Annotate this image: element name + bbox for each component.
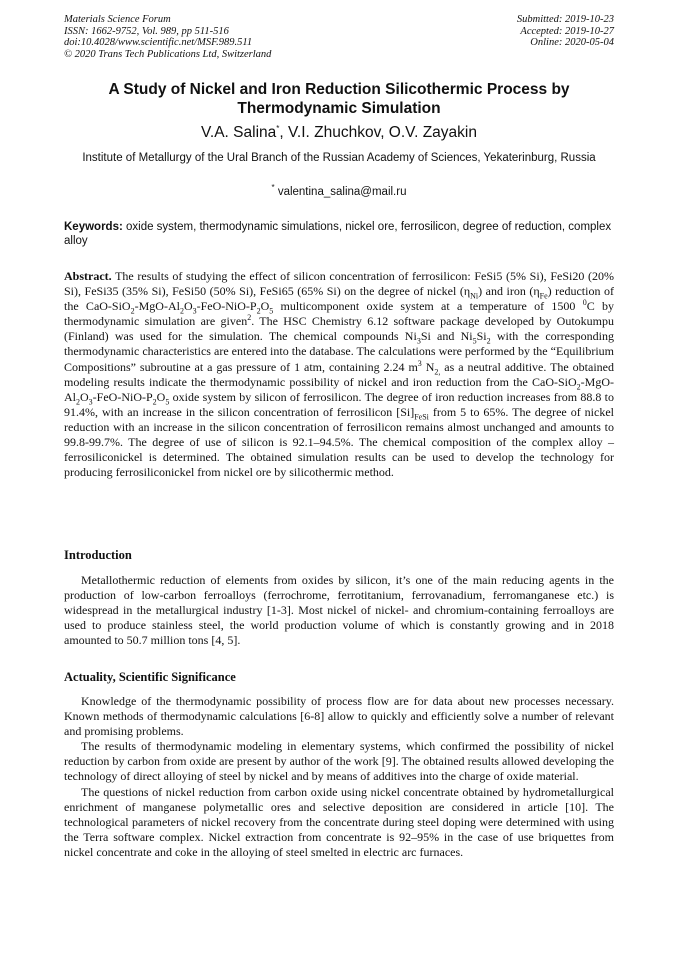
subscript: 5	[472, 336, 477, 346]
subscript: Fe	[539, 291, 548, 301]
subscript: 2	[486, 336, 491, 346]
subscript: 3	[88, 397, 93, 407]
superscript: 0	[582, 298, 587, 308]
subscript: 3	[416, 336, 421, 346]
abstract-text: The results of studying the effect of silicon concentration of ferrosilicon: FeSi5 (5% Si), FeSi20 (20% Si), FeSi35 (35% Si), FeSi50 (50% Si), FeSi65 (65% Si) on the degree of nickel (η	[64, 269, 614, 299]
abstract-text: Si and Ni	[420, 329, 473, 344]
subscript: 5	[165, 397, 170, 407]
abstract-text: ) reduction of the CaO-SiO	[64, 284, 614, 314]
abstract-text: C by thermodynamic simulation are given	[64, 299, 614, 329]
subscript: 5	[269, 306, 274, 316]
abstract-text: O	[80, 389, 89, 404]
submitted-date: Submitted: 2019-10-23	[516, 14, 614, 25]
superscript: 2	[247, 313, 252, 323]
email-address[interactable]: valentina_salina@mail.ru	[274, 186, 407, 198]
journal-doi[interactable]: doi:10.4028/www.scientific.net/MSF.989.511	[64, 37, 253, 48]
abstract-text: O	[183, 299, 193, 314]
keywords	[64, 220, 614, 248]
abstract-text: -MgO-Al	[64, 374, 614, 404]
keywords-text: oxide system, thermodynamic simulations, nickel ore, ferrosilicon, degree of reduction, complex alloy	[64, 221, 612, 247]
subscript: 3	[192, 306, 197, 316]
abstract-text: O	[260, 299, 270, 314]
subscript: 2	[179, 306, 184, 316]
paper-title	[40, 80, 638, 118]
abstract-text: . The HSC Chemistry 6.12 software package developed by Outokumpu (Finland) was used for the simulation. The chemical compounds Ni	[64, 314, 614, 344]
actuality-paragraph-3: The questions of nickel reduction from carbon oxide using nickel concentrate obtained by hydrometallurgical enrichment of manganese polymetallic ores and selective deposition are considered in article [10]. The technological parameters of nickel recovery from the concentrate during steel doping were determined with using the Terra software complex. Nickel extraction from concentrate is 92–95% in the case of use briquettes from nickel concentrate and coke in the alloying of steel smelted in electric arc furnaces.	[64, 784, 614, 859]
introduction-paragraph: Metallothermic reduction of elements from oxides by silicon, it’s one of the main reducing agents in the production of low-carbon ferroalloys (ferrochrome, ferrotitanium, ferrovanadium, ferromanganese etc.) is widespread in the metallurgical industry [1-3]. Most nickel of nickel- and chromium-containing ferroalloys are used to produce stainless steel, the world production volume of which is constantly growing and in 2018 amounted to 50.7 million tons [4, 5].	[64, 573, 614, 648]
actuality-paragraph-2: The results of thermodynamic modeling in elementary systems, which confirmed the possibility of nickel reduction by carbon from oxide are present by author of the work [9]. The obtained results allowed developing the technology of direct alloying of steel by nickel and by means of additives into the charge of oxide material.	[64, 739, 614, 784]
abstract-text: -FeO-NiO-P	[196, 299, 257, 314]
journal-header	[64, 14, 271, 60]
superscript: 3	[417, 358, 422, 368]
subscript: 2	[576, 382, 581, 392]
abstract-text: N	[421, 359, 435, 374]
journal-name: Materials Science Forum	[64, 14, 171, 25]
subscript: FeSi	[414, 412, 429, 422]
dates-header	[517, 14, 614, 49]
corresponding-mark: *	[276, 123, 280, 133]
journal-issn: ISSN: 1662-9752, Vol. 989, pp 511-516	[64, 25, 229, 37]
subscript: 2	[256, 306, 261, 316]
affiliation: Institute of Metallurgy of the Ural Branch of the Russian Academy of Sciences, Yekaterinburg, Russia	[82, 152, 596, 164]
title-line-1: A Study of Nickel and Iron Reduction Silicothermic Process by	[108, 81, 570, 98]
other-authors: , V.I. Zhuchkov, O.V. Zayakin	[279, 124, 477, 141]
abstract-text: -MgO-Al	[134, 299, 180, 314]
abstract-text: ) and iron (η	[478, 284, 540, 299]
subscript: 2	[130, 306, 135, 316]
abstract-text: oxide system by silicon of ferrosilicon. The degree of iron reduction increases from 88.8 to 91.4%, with an increase in the silicon concentration of ferrosilicon [Si]	[64, 389, 614, 419]
abstract-text: from 5 to 65%. The degree of nickel reduction with an increase in the silicon concentration of ferrosilicon remains almost unchanged and amounts to 99.8-99.7%. The degree of use of silicon is 92.1–94.5%. The chemical composition of the complex alloy – ferrosiliconickel is determined. The obtained simulation results can be used to develop the technology for producing ferrosiliconickel from nickel ore by silicothermic method.	[64, 404, 614, 480]
keywords-label: Keywords:	[64, 221, 123, 233]
online-date: Online: 2020-05-04	[530, 37, 614, 48]
abstract-text: with the corresponding thermodynamic characteristics are entered into the database. The calculations were performed by the “Equilibrium Compositions” subroutine at a gas pressure of 1 atm, containing 2.24 m	[64, 329, 614, 374]
subscript: 2	[76, 397, 80, 407]
abstract-text: O	[156, 389, 166, 404]
actuality-heading: Actuality, Scientific Significance	[64, 670, 236, 684]
abstract-text: Si	[476, 329, 487, 344]
abstract-label: Abstract.	[64, 269, 112, 283]
author-list	[40, 124, 638, 142]
subscript: 2,	[434, 366, 441, 376]
email-mark: *	[271, 183, 275, 193]
actuality-paragraph-1: Knowledge of the thermodynamic possibility of process flow are for data about new processes necessary. Known methods of thermodynamic calculations [6-8] allow to quickly and efficiently solve a number of relevant and promising problems.	[64, 694, 614, 739]
subscript: 2	[152, 397, 157, 407]
abstract	[64, 269, 614, 480]
actuality-section	[64, 694, 614, 860]
subscript: Ni	[470, 291, 479, 301]
abstract-text: multicomponent oxide system at a temperature of 1500	[273, 299, 583, 314]
introduction-heading: Introduction	[64, 548, 132, 562]
journal-copyright: © 2020 Trans Tech Publications Ltd, Switzerland	[64, 48, 272, 60]
author-1: V.A. Salina	[201, 124, 277, 141]
email-line	[64, 183, 614, 198]
title-line-2: Thermodynamic Simulation	[237, 100, 441, 117]
abstract-text: as a neutral additive. The obtained modeling results indicate the thermodynamic possibility of nickel and iron reduction from the CaO-SiO	[64, 359, 614, 389]
abstract-text: -FeO-NiO-P	[92, 389, 153, 404]
accepted-date: Accepted: 2019-10-27	[520, 25, 614, 37]
